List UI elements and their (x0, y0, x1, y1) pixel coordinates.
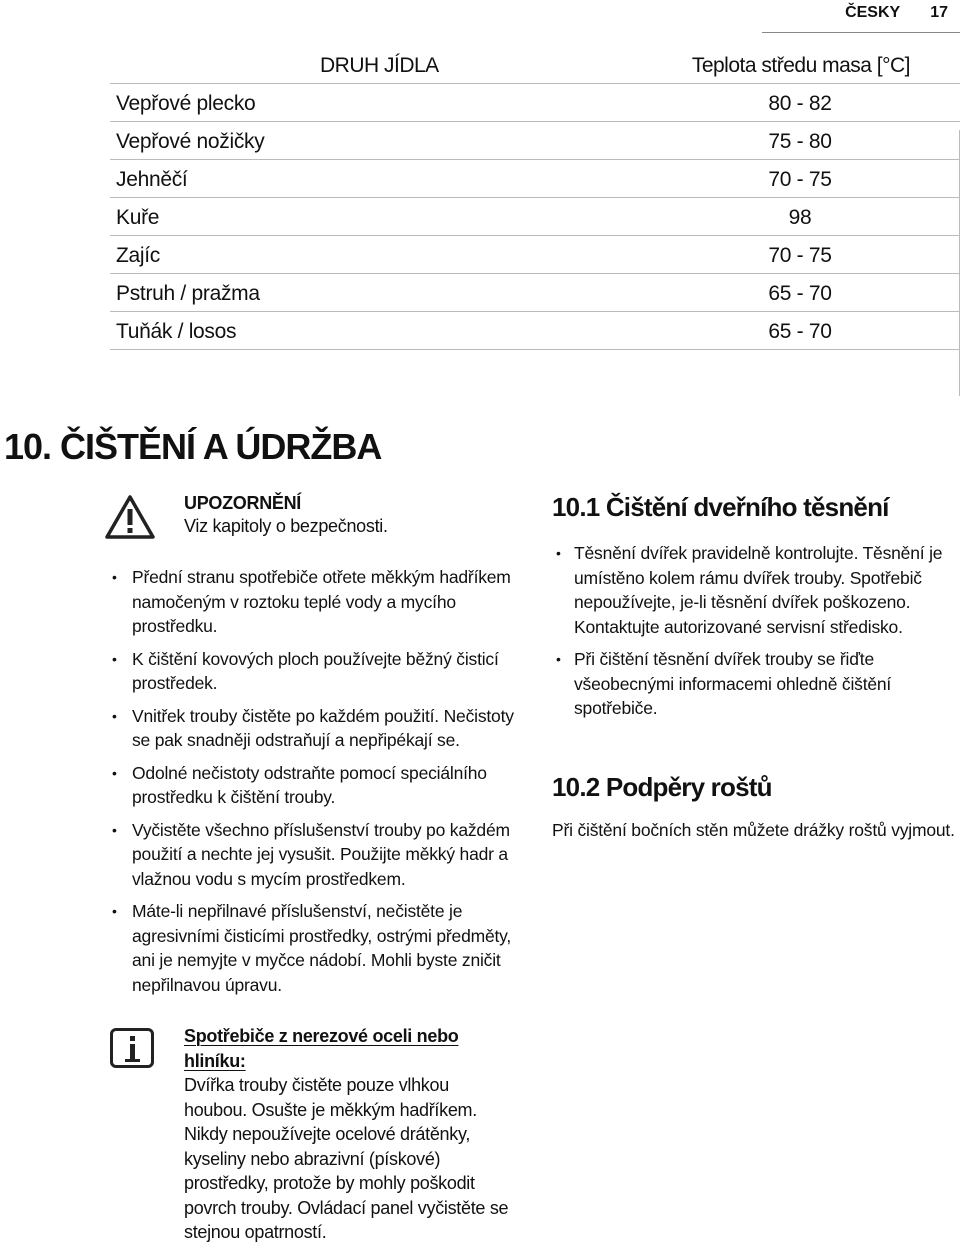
cell-food: Vepřové plecko (116, 92, 256, 115)
warning-text: Viz kapitoly o bezpečnosti. (184, 516, 388, 536)
shelf-supports-text: Při čištění bočních stěn můžete drážky roštů vyjmout. (552, 820, 955, 840)
header-rule (762, 32, 960, 33)
subsection-title-door-seal: 10.1 Čištění dveřního těsnění (552, 492, 889, 522)
cell-temp: 70 - 75 (768, 168, 832, 191)
cell-temp: 70 - 75 (768, 244, 832, 267)
table-header (110, 46, 960, 84)
list-item: • Přední stranu spotřebiče otřete měkkým hadříkem namočeným v roztoku teplé vody a mycího prostředku. (112, 565, 522, 639)
info-text: Dvířka trouby čistěte pouze vlhkou houbou. Osušte je měkkým hadříkem. Nikdy nepoužívejte ocelové drátěnky, kyseliny nebo abrazivní (pískové) prostředky, protože by mohly poškodit povrch trouby. Ovládací panel vyčistěte se stejnou opatrností. (184, 1075, 509, 1242)
warning-label: UPOZORNĚNÍ (184, 493, 302, 513)
cell-temp: 98 (788, 206, 812, 229)
cell-temp: 80 - 82 (768, 92, 832, 115)
cell-temp: 65 - 70 (768, 282, 832, 305)
list-item: • Vnitřek trouby čistěte po každém použití. Nečistoty se pak snadněji odstraňují a nepřipékají se. (112, 704, 522, 753)
core-temperature-table (110, 46, 960, 350)
door-seal-bullet-list (556, 541, 960, 729)
list-item: • Máte-li nepřilnavé příslušenství, nečistěte je agresivními čisticími prostředky, ostrými předměty, ani je nemyjte v myčce nádobí. Mohli byste zničit nepřilnavou úpravu. (112, 899, 522, 997)
list-item: • Vyčistěte všechno příslušenství trouby po každém použití a nechte jej vysušit. Použijte měkký hadr a vlažnou vodu s mycím prostředkem. (112, 818, 522, 892)
table-row (110, 122, 960, 160)
cell-food: Jehněčí (116, 168, 188, 191)
cell-food: Kuře (116, 206, 160, 229)
section-title: 10. ČIŠTĚNÍ A ÚDRŽBA (4, 426, 382, 467)
info-title: Spotřebiče z nerezové oceli nebo hliníku: (184, 1026, 459, 1071)
col-header-food: DRUH JÍDLA (320, 54, 439, 77)
info-note (184, 1024, 514, 1245)
table-row (110, 198, 960, 236)
cell-food: Zajíc (116, 244, 161, 267)
info-icon (110, 1028, 154, 1068)
table-row (110, 84, 960, 122)
cell-food: Vepřové nožičky (116, 130, 265, 153)
cell-temp: 65 - 70 (768, 320, 832, 343)
list-item: • Odolné nečistoty odstraňte pomocí speciálního prostředku k čištění trouby. (112, 761, 522, 810)
table-row (110, 274, 960, 312)
list-item: • K čištění kovových ploch používejte běžný čisticí prostředek. (112, 647, 522, 696)
warning-triangle-icon (104, 494, 156, 540)
cell-food: Tuňák / losos (116, 320, 237, 343)
list-item: • Při čištění těsnění dvířek trouby se řiďte všeobecnými informacemi ohledně čištění spotřebiče. (556, 647, 960, 721)
cleaning-bullet-list (112, 565, 522, 1005)
cell-temp: 75 - 80 (768, 130, 832, 153)
page-header (845, 4, 948, 22)
table-row (110, 312, 960, 350)
table-row (110, 160, 960, 198)
subsection-title-shelf-supports: 10.2 Podpěry roštů (552, 772, 772, 802)
list-item: • Těsnění dvířek pravidelně kontrolujte. Těsnění je umístěno kolem rámu dvířek trouby. Spotřebič nepoužívejte, je-li těsnění dvířek poškozeno. Kontaktujte autorizované servisní středisko. (556, 541, 960, 639)
page-number: 17 (930, 4, 948, 21)
cell-food: Pstruh / pražma (116, 282, 260, 305)
header-language: ČESKY (845, 4, 901, 21)
col-header-temperature: Teplota středu masa [°C] (691, 54, 910, 77)
table-row (110, 236, 960, 274)
